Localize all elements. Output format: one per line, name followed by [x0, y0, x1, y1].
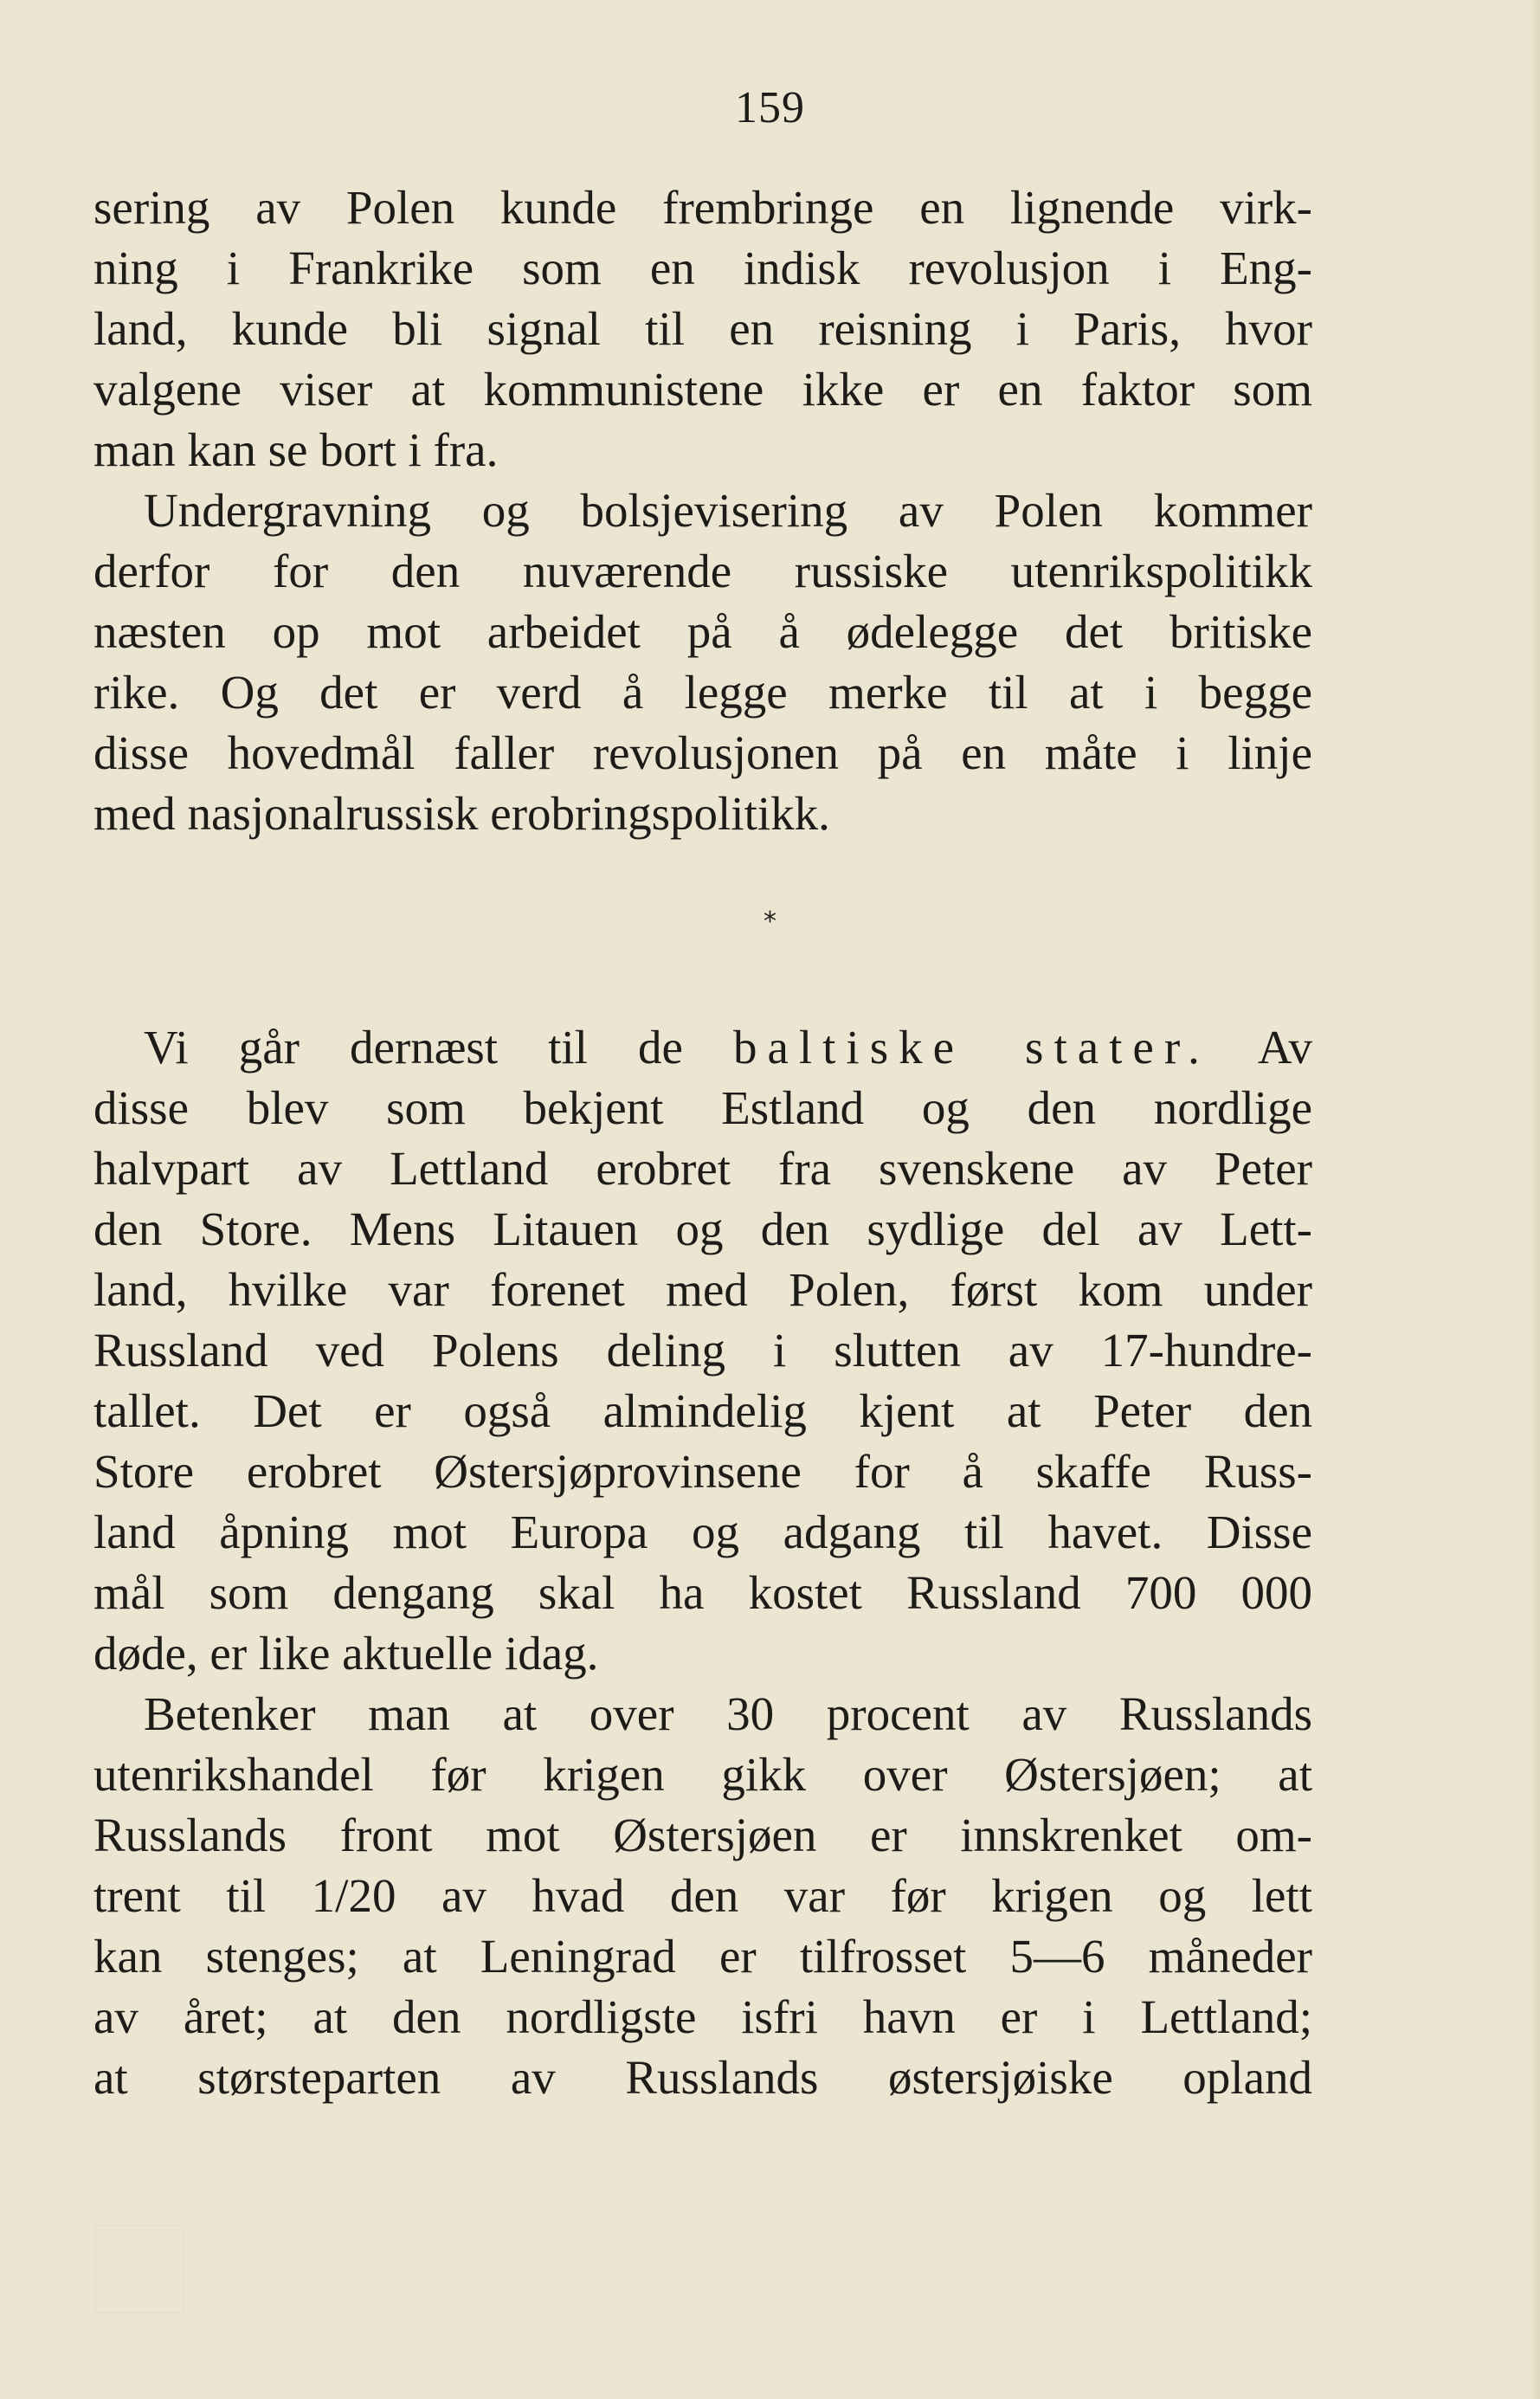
- text-line: mål som dengang skal ha kostet Russland 700 000: [93, 1566, 1312, 1619]
- text-line: halvpart av Lettland erobret fra svenskene av Peter: [93, 1142, 1312, 1195]
- text-line: næsten op mot arbeidet på å ødelegge det britiske: [93, 605, 1312, 658]
- text-line: disse hovedmål faller revolusjonen på en måte i linje: [93, 726, 1312, 779]
- text-line: land åpning mot Europa og adgang til havet. Disse: [93, 1506, 1312, 1558]
- text-line: med nasjonalrussisk erobringspolitikk.: [93, 787, 830, 840]
- page-edge-shadow: [1531, 0, 1540, 2399]
- text-line: Betenker man at over 30 procent av Russlands: [144, 1687, 1312, 1740]
- text-line: av året; at den nordligste isfri havn er i Lettland;: [93, 1990, 1312, 2043]
- text-line: rike. Og det er verd å legge merke til at i begge: [93, 666, 1312, 719]
- text-segment: Av: [1209, 1021, 1312, 1074]
- text-line: kan stenges; at Leningrad er tilfrosset 5—6 måneder: [93, 1930, 1312, 1983]
- text-line: valgene viser at kommunistene ikke er en faktor som: [93, 363, 1312, 416]
- text-line: at størsteparten av Russlands østersjøiske opland: [93, 2051, 1312, 2104]
- text-block-second: [93, 1017, 1312, 2108]
- text-line: Russlands front mot Østersjøen er innskrenket om-: [93, 1809, 1312, 1861]
- text-line: utenrikshandel før krigen gikk over Østersjøen; at: [93, 1748, 1312, 1801]
- scan-artifact: [95, 2225, 184, 2313]
- text-line: Russland ved Polens deling i slutten av 17-hundre-: [93, 1324, 1312, 1377]
- text-line-first: [93, 1017, 1312, 1078]
- text-line: ning i Frankrike som en indisk revolusjon i Eng-: [93, 242, 1312, 294]
- text-segment: Vi går dernæst til de: [144, 1021, 733, 1074]
- section-separator: *: [764, 906, 776, 937]
- text-line: land, kunde bli signal til en reisning i Paris, hvor: [93, 302, 1312, 355]
- text-line: derfor for den nuværende russiske utenrikspolitikk: [93, 545, 1312, 597]
- text-line: den Store. Mens Litauen og den sydlige del av Lett-: [93, 1203, 1312, 1255]
- page-number: 159: [735, 83, 805, 132]
- text-line: man kan se bort i fra.: [93, 423, 499, 476]
- text-line: døde, er like aktuelle idag.: [93, 1627, 599, 1680]
- spaced-heading-text: baltiske stater.: [732, 1021, 1210, 1074]
- text-line: Store erobret Østersjøprovinsene for å skaffe Russ-: [93, 1445, 1312, 1498]
- text-line: Undergravning og bolsjevisering av Polen kommer: [144, 484, 1312, 537]
- text-line: trent til 1/20 av hvad den var før krigen og lett: [93, 1869, 1312, 1922]
- text-line: land, hvilke var forenet med Polen, først kom under: [93, 1263, 1312, 1316]
- text-line: sering av Polen kunde frembringe en lignende virk-: [93, 181, 1312, 234]
- text-block-first: [93, 177, 1312, 844]
- text-line: disse blev som bekjent Estland og den nordlige: [93, 1081, 1312, 1134]
- text-line: tallet. Det er også almindelig kjent at Peter den: [93, 1384, 1312, 1437]
